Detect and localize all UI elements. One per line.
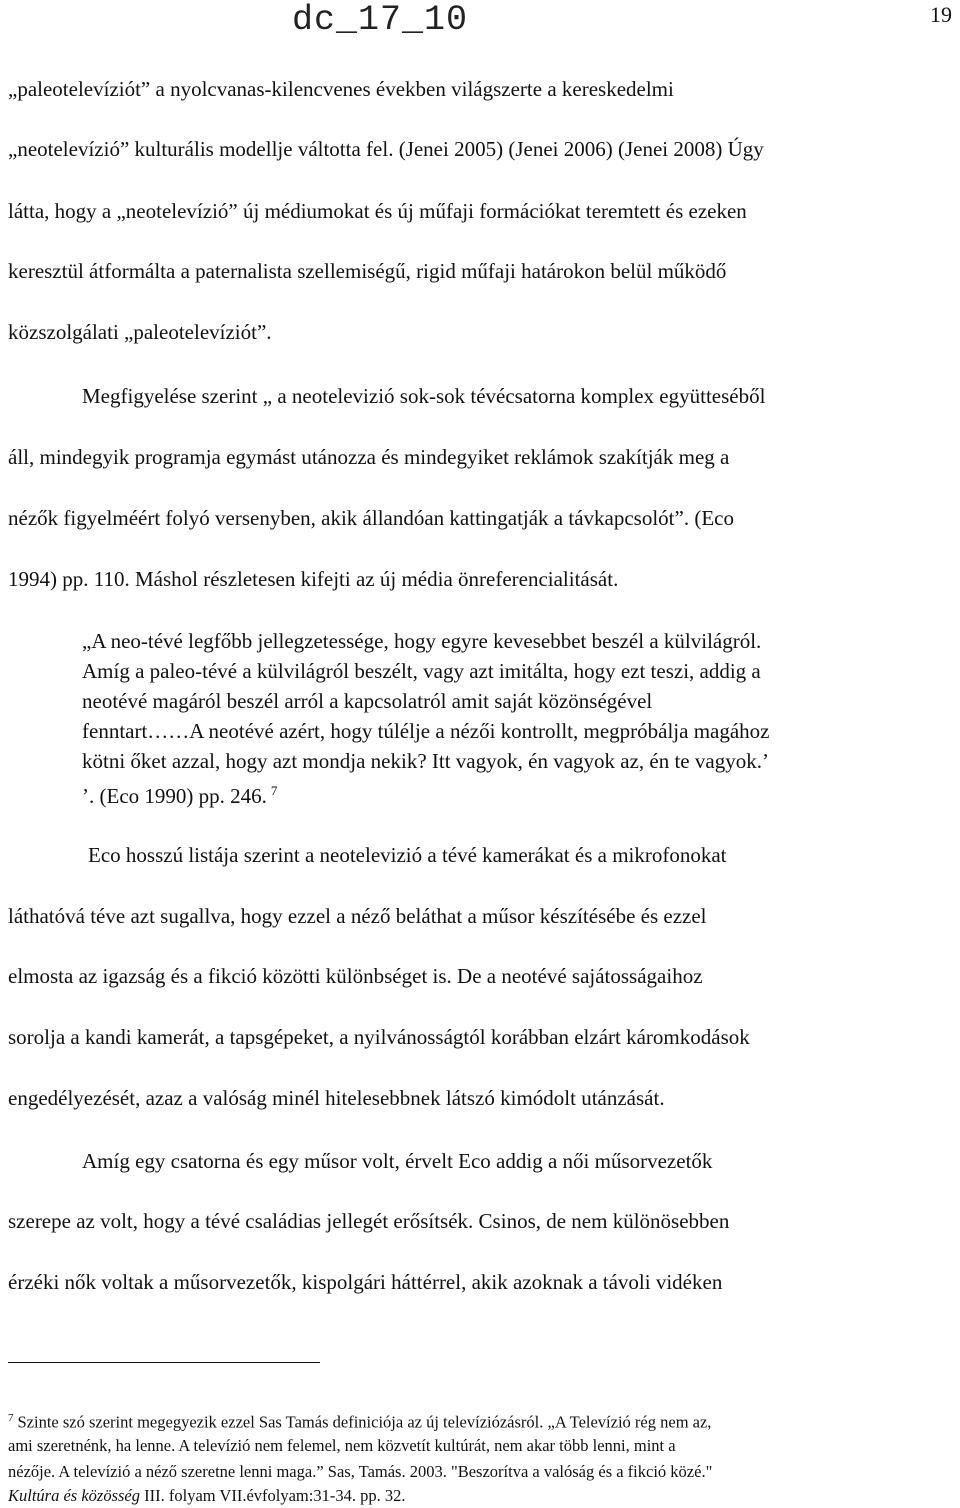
quote-line-text: ’. (Eco 1990) pp. 246. [82, 784, 267, 808]
quote-line: „A neo-tévé legfőbb jellegzetessége, hogy egyre kevesebbet beszél a külvilágról. [82, 629, 762, 653]
footnote-line: ami szeretnénk, ha lenne. A televízió nem felemel, nem közvetít kultúrát, nem akar több lenni, mint a [8, 1436, 676, 1455]
body-line: „neotelevízió” kulturális modellje váltotta fel. (Jenei 2005) (Jenei 2006) (Jenei 2008) Úgy [8, 137, 764, 161]
body-line: szerepe az volt, hogy a tévé családias jellegét erősítsék. Csinos, de nem különösebben [8, 1209, 730, 1233]
quote-line: Amíg a paleo-tévé a külvilágról beszélt, vagy azt imitálta, hogy ezt teszi, addig a [82, 659, 761, 683]
citation-details: III. folyam VII.évfolyam:31-34. pp. 32. [140, 1486, 406, 1505]
quote-line: fenntart……A neotévé azért, hogy túlélje a nézői kontrollt, megpróbálja magához [82, 719, 770, 743]
page-number: 19 [930, 2, 952, 27]
quote-line [82, 778, 277, 809]
footnote-separator [8, 1362, 320, 1363]
body-line: láthatóvá téve azt sugallva, hogy ezzel a néző beláthat a műsor készítésébe és ezzel [8, 904, 707, 928]
footnote-line [8, 1408, 711, 1433]
body-line: nézők figyelméért folyó versenyben, akik állandóan kattingatják a távkapcsolót”. (Eco [8, 506, 734, 530]
body-line: engedélyezését, azaz a valóság minél hitelesebbnek látszó kimódolt utánzását. [8, 1086, 665, 1110]
body-line: áll, mindegyik programja egymást utánozza és mindegyiket reklámok szakítják meg a [8, 445, 730, 469]
document-id: dc_17_10 [292, 0, 469, 40]
footnote-text: Szinte szó szerint megegyezik ezzel Sas Tamás definiciója az új televíziózásról. „A Televízió rég nem az, [17, 1412, 712, 1432]
footnote-reference[interactable]: 7 [270, 783, 278, 798]
body-line: keresztül átformálta a paternalista szellemiségű, rigid műfaji határokon belül működő [8, 259, 727, 283]
quote-line: kötni őket azzal, hogy azt mondja nekik? Itt vagyok, én vagyok az, én te vagyok.’ [82, 749, 769, 773]
body-line: Megfigyelése szerint „ a neotelevizió sok-sok tévécsatorna komplex együtteséből [82, 384, 766, 408]
journal-title: Kultúra és közösség [8, 1486, 140, 1505]
footnote-line: nézője. A televízió a néző szeretne lenni maga.” Sas, Tamás. 2003. "Beszorítva a valóság és a fikció közé." [8, 1462, 713, 1481]
body-line: „paleotelevíziót” a nyolcvanas-kilencvenes években világszerte a kereskedelmi [8, 77, 674, 101]
body-line: elmosta az igazság és a fikció közötti különbséget is. De a neotévé sajátosságaihoz [8, 964, 703, 988]
body-line: Eco hosszú listája szerint a neotelevizió a tévé kamerákat és a mikrofonokat [88, 843, 727, 867]
footnote-number: 7 [8, 1412, 14, 1424]
body-line: közszolgálati „paleotelevíziót”. [8, 320, 272, 344]
body-line: 1994) pp. 110. Máshol részletesen kifejti az új média önreferencialitását. [8, 567, 619, 591]
body-line: Amíg egy csatorna és egy műsor volt, érvelt Eco addig a női műsorvezetők [82, 1149, 713, 1173]
body-line: sorolja a kandi kamerát, a tapsgépeket, a nyilvánosságtól korábban elzárt káromkodások [8, 1025, 750, 1049]
body-line: érzéki nők voltak a műsorvezetők, kispolgári háttérrel, akik azoknak a távoli vidéken [8, 1270, 723, 1294]
quote-line: neotévé magáról beszél arról a kapcsolatról amit saját közönségével [82, 689, 653, 713]
footnote-line [8, 1486, 405, 1506]
body-line: látta, hogy a „neotelevízió” új médiumokat és új műfaji formációkat teremtett és ezeken [8, 199, 747, 223]
